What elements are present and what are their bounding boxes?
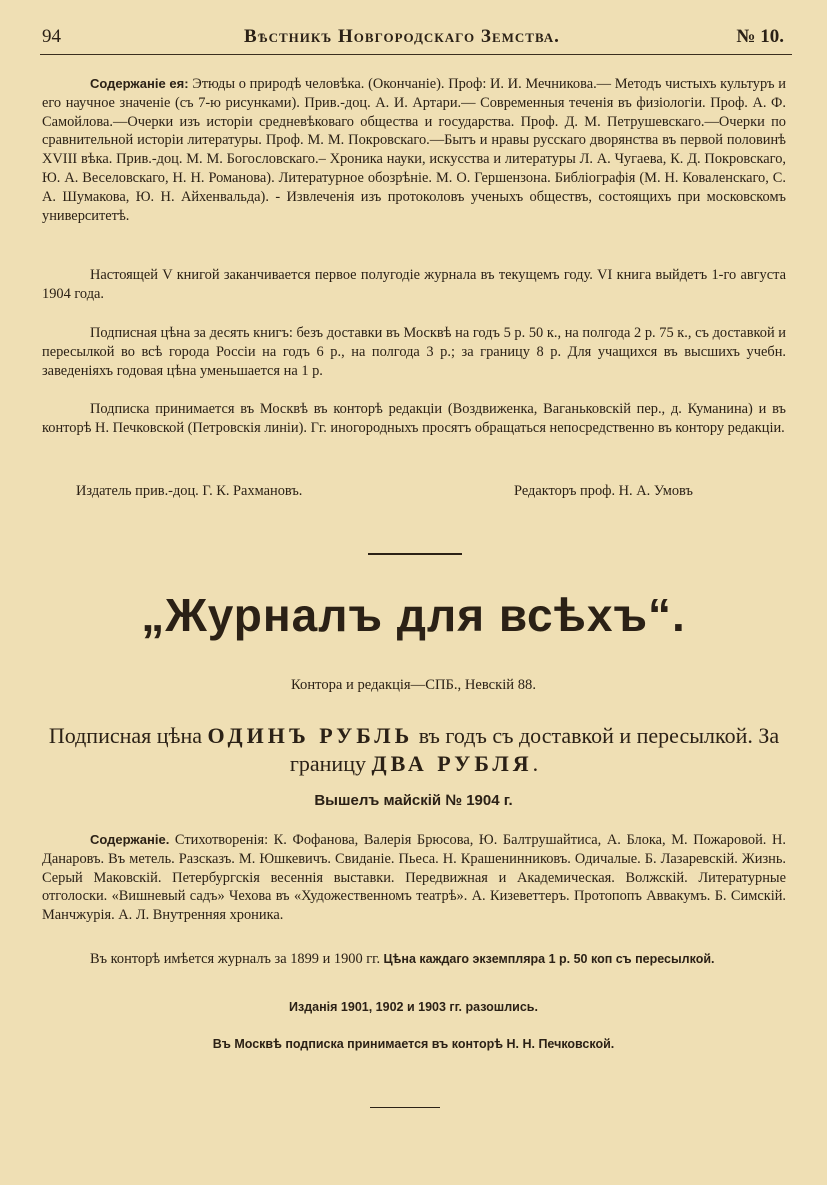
end-divider bbox=[370, 1107, 440, 1108]
publisher-signature: Издатель прив.-доц. Г. К. Рахмановъ. bbox=[76, 483, 303, 499]
advert-released: Вышелъ майскій № 1904 г. bbox=[314, 792, 513, 809]
price-one-ruble: ОДИНЪ РУБЛЬ bbox=[207, 723, 414, 748]
running-header bbox=[40, 24, 792, 55]
issue-number: № 10. bbox=[736, 26, 784, 47]
back-issues-paragraph bbox=[42, 950, 786, 969]
advert-contents-text: Стихотворенія: К. Фофанова, Валерія Брюсова, Ю. Балтрушайтиса, А. Блока, М. Пожаровой. Н. Данаровъ. Въ метель. Разсказъ. М. Юшкевичъ. Свиданіе. Пьеса. Н. Крашенинниковъ. Одичалые. Б. Лазаревскій. Жизнь. Серый Маковскій. Петербургскія весеннія выставки. Передвижная и Академическая. Волжскій. Литературные отголоски. «Вишневый садъ» Чехова въ «Художественномъ театрѣ». А. Кизеветтеръ. Протопопъ Аввакумъ. Б. Симскій. Манчжурія. А. Л. Внутренняя хроника. bbox=[42, 832, 786, 924]
contents-label: Содержаніе ея: bbox=[90, 76, 189, 91]
contents-paragraph bbox=[42, 75, 786, 225]
contents-text: Этюды о природѣ человѣка. (Окончаніе). Проф: И. И. Мечникова.— Методъ чистыхъ культуръ и его научное значеніе (съ 7-ю рисунками). Прив.-доц. А. И. Артари.— Современныя теченія въ физіологіи. Проф. А. Ф. Самойлова.—Очерки изъ исторіи средневѣковаго общества и государства. Проф. Д. М. Петрушевскаго.—Очерки по сравнительной исторіи литературы. Проф. М. М. Покровскаго.—Бытъ и нравы русскаго дворянства въ первой половинѣ XVIII вѣка. Прив.-доц. М. М. Богословскаго.– Хроника науки, искусства и литературы Л. А. Чугаева, К. Д. Покровскаго, Ю. А. Веселовскаго, Н. Н. Романова). Литературное обозрѣніе. М. О. Гершензона. Библіографія (М. Н. Коваленскаго, С. А. Шумакова, Ю. Н. Айхенвальда). - Извлеченія изъ протоколовъ ученыхъ обществъ, состоящихъ при московскомъ университетѣ. bbox=[42, 76, 787, 224]
editor-signature: Редакторъ проф. Н. А. Умовъ bbox=[514, 483, 693, 499]
advert-price bbox=[42, 722, 786, 778]
sold-out-line bbox=[0, 998, 827, 1016]
sold-out-text: Изданія 1901, 1902 и 1903 гг. разошлись. bbox=[289, 1000, 538, 1014]
price-two-rubles: ДВА РУБЛЯ bbox=[371, 751, 533, 776]
moscow-subscription-text: Въ Москвѣ подписка принимается въ конторѣ Н. Н. Печковской. bbox=[212, 1037, 615, 1051]
price-text-end: . bbox=[532, 751, 539, 776]
advert-contents-paragraph bbox=[42, 831, 786, 925]
price-text-middle: въ годъ съ доставкой и пересылкой. За границу bbox=[289, 723, 780, 776]
advert-title: „Журналъ для всѣхъ“. bbox=[141, 589, 686, 641]
back-issues-text: Въ конторѣ имѣется журналъ за 1899 и 1900 гг. bbox=[90, 951, 381, 967]
back-issues-price: Цѣна каждаго экземпляра 1 р. 50 коп съ пересылкой. bbox=[380, 952, 715, 966]
advert-contents-label: Содержаніе. bbox=[90, 832, 170, 847]
notice-paragraph: Настоящей V книгой заканчивается первое полугодіе журнала въ текущемъ году. VI книга выйдетъ 1-го августа 1904 года. bbox=[42, 267, 786, 302]
subscription-price-paragraph: Подписная цѣна за десять книгъ: безъ доставки въ Москвѣ на годъ 5 р. 50 к., на полгода 2 р. 75 к., съ доставкой и пересылкой во всѣ города Россіи на годъ 6 р., на полгода 3 р.; за границу 8 р. Для учащихся въ высшихъ учебн. заведеніяхъ годовая цѣна уменьшается на 1 р. bbox=[42, 325, 786, 379]
advert-office: Контора и редакція—СПБ., Невскій 88. bbox=[291, 677, 536, 693]
section-divider bbox=[368, 553, 462, 555]
journal-title: Вѣстникъ Новгородскаго Земства. bbox=[244, 26, 560, 47]
subscription-office-paragraph: Подписка принимается въ Москвѣ въ конторѣ редакціи (Воздвиженка, Ваганьковскій пер., д. Куманина) и въ конторѣ Н. Печковской (Петровскія линіи). Гг. иногородныхъ просятъ обращаться непосредственно въ контору редакціи. bbox=[42, 401, 786, 436]
moscow-subscription-line bbox=[0, 1035, 827, 1053]
page-number: 94 bbox=[42, 26, 61, 47]
price-text-start: Подписная цѣна bbox=[48, 723, 208, 748]
